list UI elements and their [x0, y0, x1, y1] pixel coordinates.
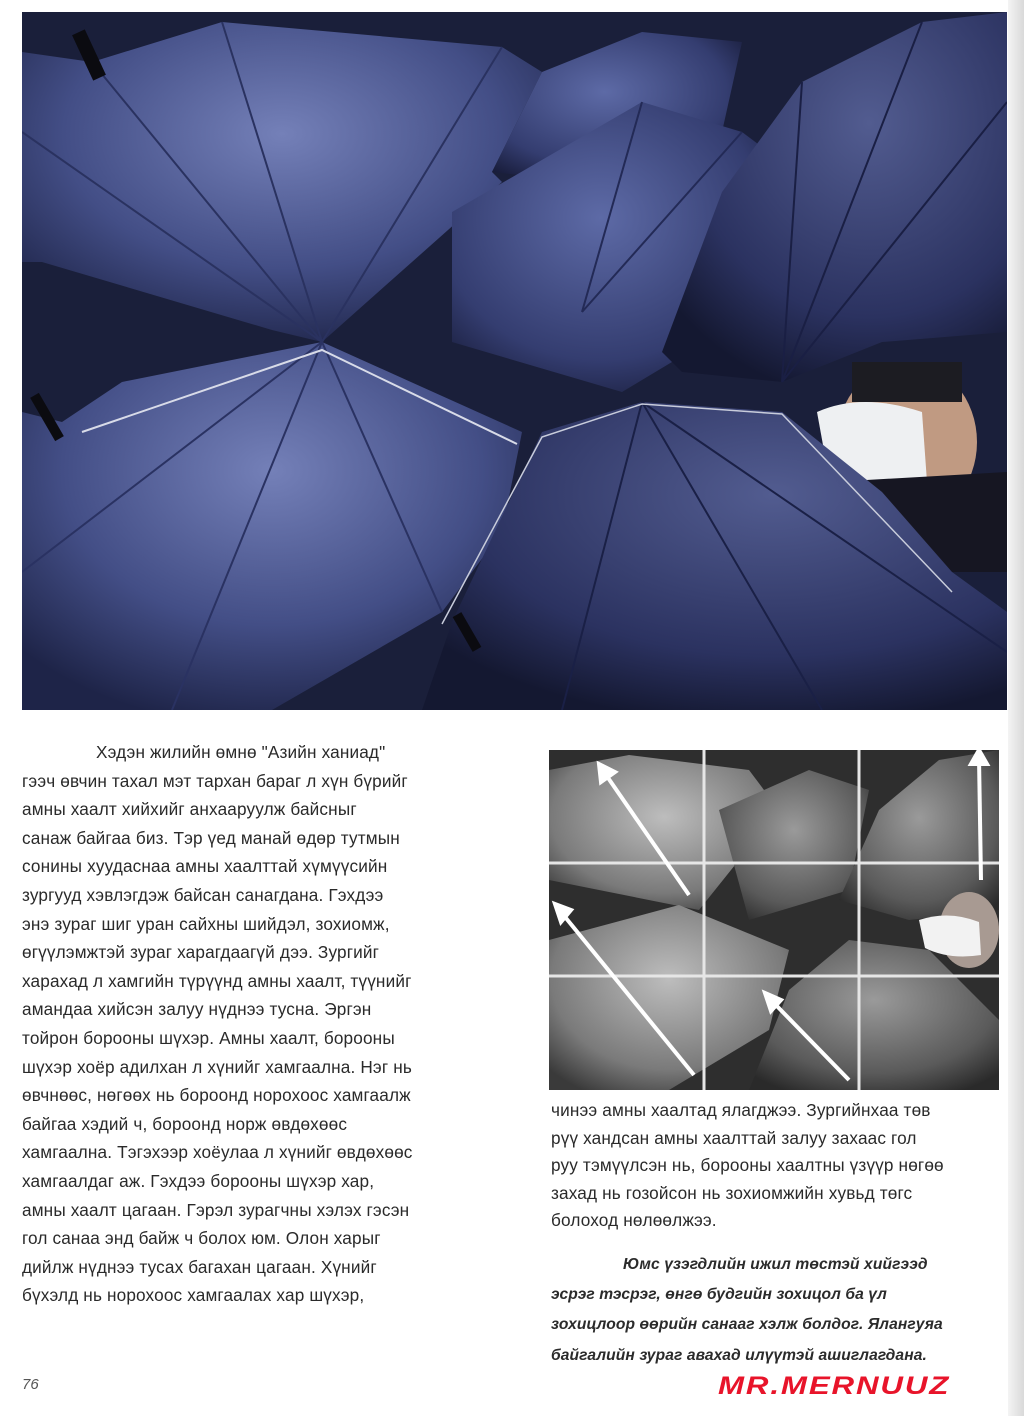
- caption-line: Юмс үзэгдлийн ижил төстэй хийгээд: [623, 1256, 928, 1273]
- article-line: сонины хуудаснаа амны хаалттай хүмүүсийн: [22, 856, 388, 877]
- article-line: шүхэр хоёр адилхан л хүнийг хамгаална. Нэг нь: [22, 1056, 412, 1077]
- article-line: Хэдэн жилийн өмнө "Азийн ханиад": [96, 742, 386, 762]
- article-line: тойрон борооны шүхэр. Амны хаалт, борооны: [22, 1027, 395, 1048]
- article-line: амны хаалт хийхийг анхааруулж байсныг: [22, 799, 357, 820]
- article-line: гээч өвчин тахал мэт тархан бараг л хүн бүрийг: [22, 770, 408, 791]
- article-right-column: [551, 1097, 1011, 1235]
- article-line: руу тэмүүлсэн нь, борооны хаалтны үзүүр нөгөө: [551, 1155, 944, 1175]
- article-line: захад нь гозойсон нь зохиомжийн хувьд төгс: [551, 1182, 913, 1203]
- article-line: хамгаална. Тэгэхээр хоёулаа л хүнийг өвдөхөөс: [22, 1142, 413, 1163]
- article-line: өвчнөөс, нөгөөх нь бороонд норохоос хамгаалж: [22, 1085, 411, 1106]
- article-line: зургууд хэвлэгдэж байсан санагдана. Гэхдээ: [22, 884, 384, 905]
- article-line: гол санаа энд байж ч болох юм. Олон харыг: [22, 1228, 381, 1249]
- article-line: амандаа хийсэн залуу нүднээ тусна. Эргэн: [22, 999, 372, 1020]
- caption-line: байгалийн зураг авахад илүүтэй ашиглагдана.: [551, 1346, 927, 1364]
- article-line: хамгаалдаг аж. Гэхдээ борооны шүхэр хар,: [22, 1170, 375, 1191]
- article-line: болоход нөлөөлжээ.: [551, 1210, 717, 1230]
- caption: [551, 1250, 1001, 1371]
- article-line: харахад л хамгийн түрүүнд амны хаалт, түүнийг: [22, 970, 412, 991]
- article-left-column: [22, 738, 482, 1310]
- caption-line: эсрэг тэсрэг, өнгө будгийн зохицол ба үл: [551, 1286, 887, 1304]
- article-line: байгаа хэдий ч, бороонд норж өвдөхөөс: [22, 1113, 348, 1134]
- article-line: рүү хандсан амны хаалттай залуу захаас гол: [551, 1127, 917, 1148]
- composition-diagram-photo: [549, 750, 999, 1090]
- page-number: 76: [22, 1376, 39, 1393]
- caption-line: зохицлоор өөрийн санааг хэлж болдог. Ялангуяа: [551, 1316, 943, 1334]
- article-line: чинээ амны хаалтад ялагджээ. Зургийнхаа төв: [551, 1100, 931, 1120]
- main-photo: [22, 12, 1007, 710]
- article-line: амны хаалт цагаан. Гэрэл зурагчны хэлэх гэсэн: [22, 1199, 410, 1220]
- article-line: санаж байгаа биз. Тэр үед манай өдөр тутмын: [22, 827, 400, 848]
- article-line: дийлж нүднээ тусах багахан цагаан. Хүнийг: [22, 1256, 377, 1277]
- article-line: энэ зураг шиг уран сайхны шийдэл, зохиомж,: [22, 913, 390, 934]
- article-line: өгүүлэмжтэй зураг харагдаагүй дээ. Зургийг: [22, 942, 380, 963]
- author-signature: MR.MERNUUZ: [718, 1372, 951, 1400]
- article-line: бүхэлд нь норохоос хамгаалах хар шүхэр,: [22, 1285, 365, 1306]
